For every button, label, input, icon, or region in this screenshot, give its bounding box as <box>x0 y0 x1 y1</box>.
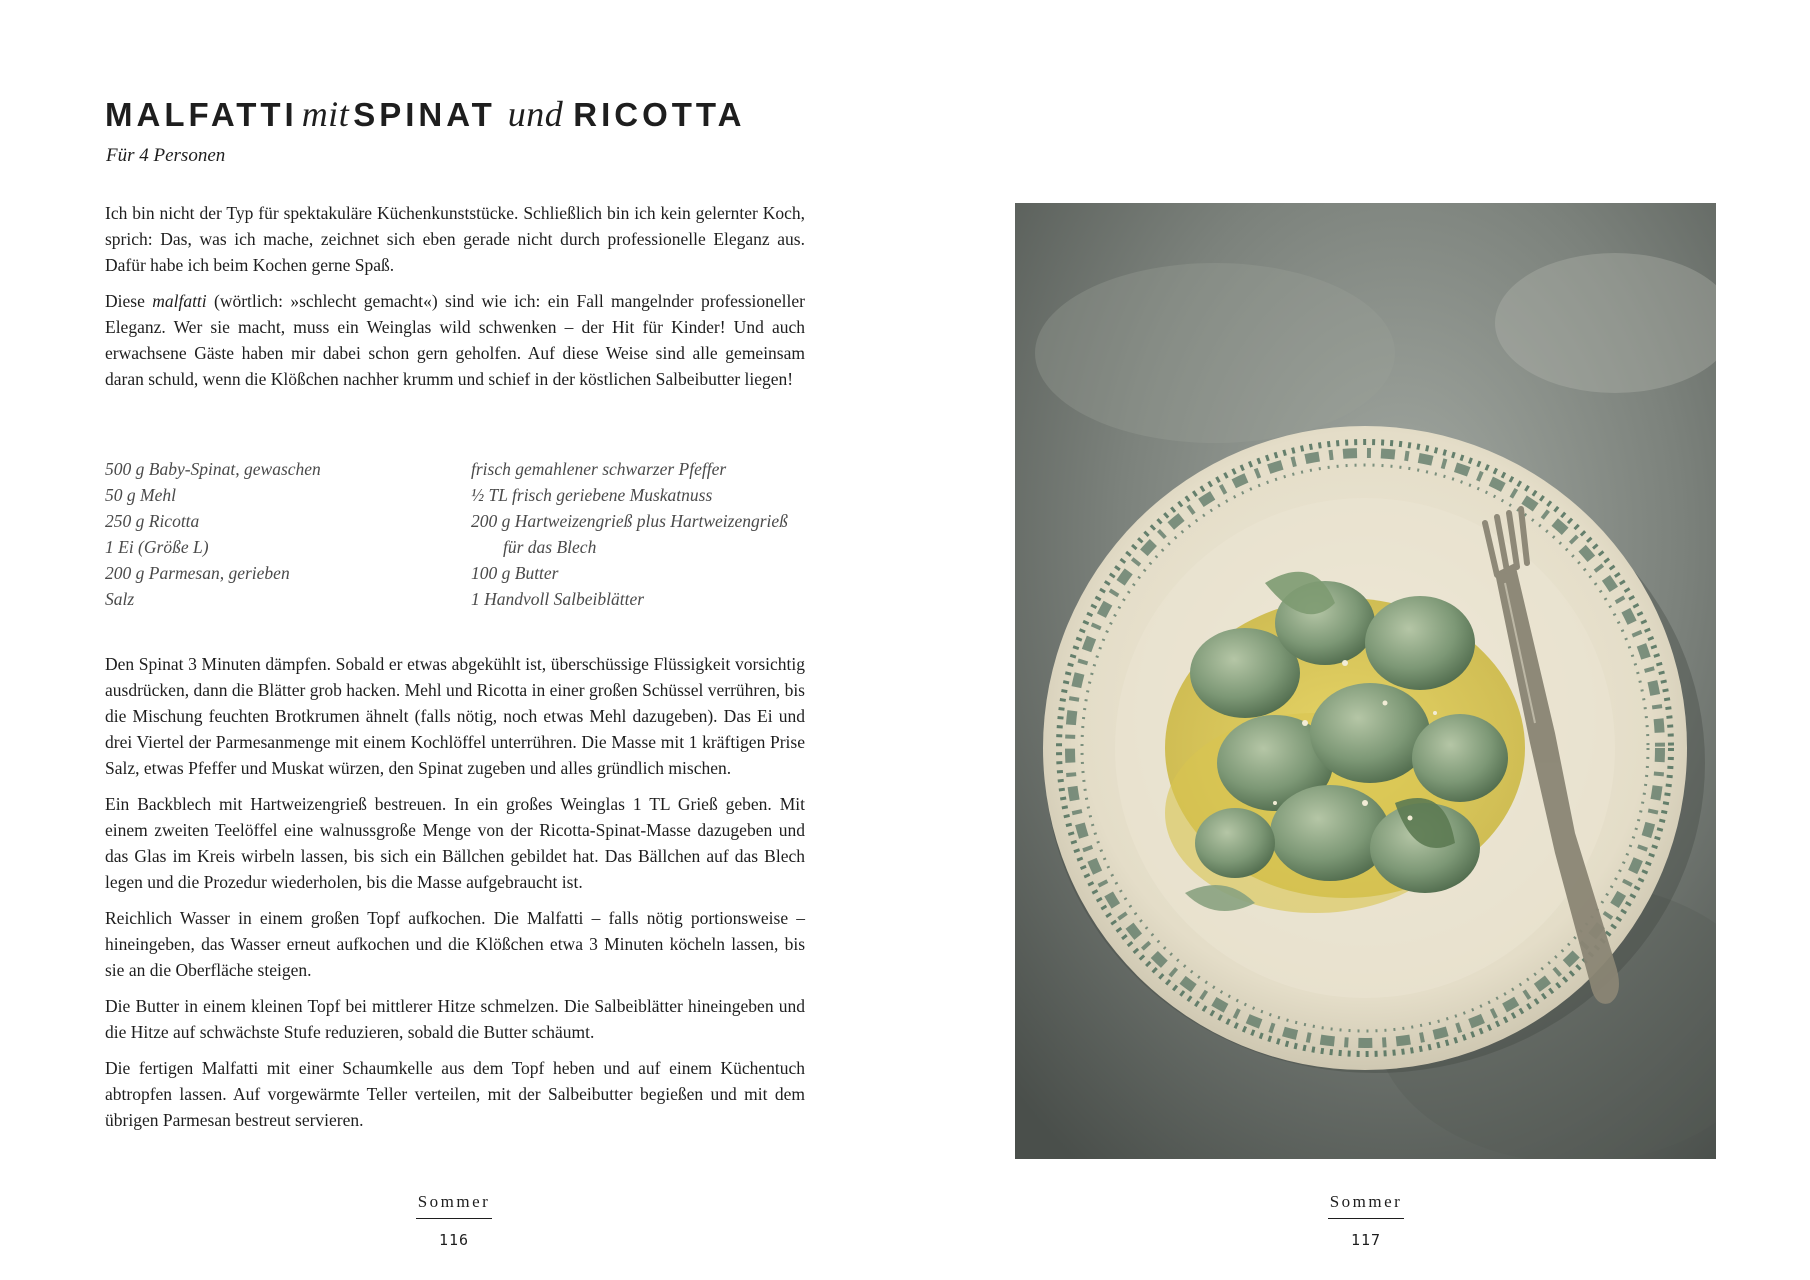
ingredient-column-left <box>105 456 465 612</box>
ingredient-item: 200 g Hartweizengrieß plus Hartweizengrieß für das Blech <box>471 511 788 557</box>
intro-text <box>105 200 805 402</box>
title-word-und: und <box>507 94 564 134</box>
intro-paragraph-2-rest: (wörtlich: »schlecht gemacht«) sind wie ich: ein Fall mangelnder professioneller Eleganz. Wer sie macht, muss ein Weinglas wild schwenken – der Hit für Kinder! Und auch erwachsene Gäste haben mir dabei schon gern geholfen. Auf diese Weise sind alle gemeinsam daran schuld, wenn die Klößchen nachher krumm und schief in der köstlichen Salbeibutter liegen! <box>105 291 805 389</box>
ingredient-item: 500 g Baby-Spinat, gewaschen <box>105 459 321 479</box>
recipe-title <box>105 92 745 137</box>
title-word-malfatti: MALFATTI <box>105 96 298 133</box>
title-word-ricotta: RICOTTA <box>573 96 746 133</box>
intro-paragraph-1: Ich bin nicht der Typ für spektakuläre Küchenkunststücke. Schließlich bin ich kein gelernter Koch, sprich: Das, was ich mache, zeichnet sich eben gerade nicht durch professionelle Eleganz aus. Dafür habe ich beim Kochen gerne Spaß. <box>105 203 805 275</box>
servings: Für 4 Personen <box>106 145 226 166</box>
ingredient-item: 200 g Parmesan, gerieben <box>105 563 290 583</box>
ingredient-item: 1 Handvoll Salbeiblätter <box>471 589 645 609</box>
footer-right <box>1306 1192 1426 1249</box>
title-word-spinat: SPINAT <box>353 96 496 133</box>
method-step-4: Die Butter in einem kleinen Topf bei mittlerer Hitze schmelzen. Die Salbeiblätter hineingeben und die Hitze auf schwächste Stufe reduzieren, sobald die Butter schäumt. <box>105 996 805 1042</box>
ingredient-item: frisch gemahlener schwarzer Pfeffer <box>471 459 727 479</box>
ingredient-item: 100 g Butter <box>471 563 559 583</box>
ingredient-item: 250 g Ricotta <box>105 511 200 531</box>
method-step-2: Ein Backblech mit Hartweizengrieß bestreuen. In ein großes Weinglas 1 TL Grieß geben. Mit einem zweiten Teelöffel eine walnussgroße Menge von der Ricotta-Spinat-Masse dazugeben und das Glas im Kreis wirbeln lassen, bis sich ein Bällchen gebildet hat. Das Bällchen auf das Blech legen und die Prozedur wiederholen, bis die Masse aufgebraucht ist. <box>105 794 805 892</box>
intro-paragraph-2 <box>105 288 805 392</box>
ingredient-column-right <box>471 456 811 612</box>
page-number: 117 <box>1350 1231 1382 1249</box>
page-number: 116 <box>438 1231 470 1249</box>
title-word-mit: mit <box>301 94 350 134</box>
method-step-3: Reichlich Wasser in einem großen Topf aufkochen. Die Malfatti – falls nötig portionsweise – hineingeben, das Wasser erneut aufkochen und die Klößchen etwa 3 Minuten köcheln lassen, bis sie an die Oberfläche steigen. <box>105 908 805 980</box>
footer-left <box>394 1192 514 1249</box>
ingredient-item: ½ TL frisch geriebene Muskatnuss <box>471 485 713 505</box>
intro-paragraph-2-emphasis: malfatti <box>152 291 207 311</box>
ingredient-item: 1 Ei (Größe L) <box>105 537 209 557</box>
ingredient-item: Salz <box>105 589 135 609</box>
method-step-5: Die fertigen Malfatti mit einer Schaumkelle aus dem Topf heben und auf einem Küchentuch abtropfen lassen. Auf vorgewärmte Teller verteilen, mit der Salbeibutter begießen und mit dem übrigen Parmesan bestreut servieren. <box>105 1058 805 1130</box>
section-name: Sommer <box>1328 1192 1405 1219</box>
ingredient-item: 50 g Mehl <box>105 485 176 505</box>
method-text <box>105 651 805 1143</box>
section-name: Sommer <box>416 1192 493 1219</box>
dish-photo-illustration <box>1015 203 1716 1159</box>
method-step-1: Den Spinat 3 Minuten dämpfen. Sobald er etwas abgekühlt ist, überschüssige Flüssigkeit vorsichtig ausdrücken, dann die Blätter grob hacken. Mehl und Ricotta in einer großen Schüssel verrühren, bis die Mischung feuchten Brotkrumen ähnelt (falls nötig, noch etwas Mehl dazugeben). Das Ei und drei Viertel der Parmesanmenge mit einem Kochlöffel unterrühren. Die Masse mit 1 kräftigen Prise Salz, etwas Pfeffer und Muskat würzen, den Spinat zugeben und alles gründlich mischen. <box>105 654 805 778</box>
dish-photo <box>1015 203 1716 1159</box>
intro-paragraph-2-start: Diese <box>105 291 153 311</box>
